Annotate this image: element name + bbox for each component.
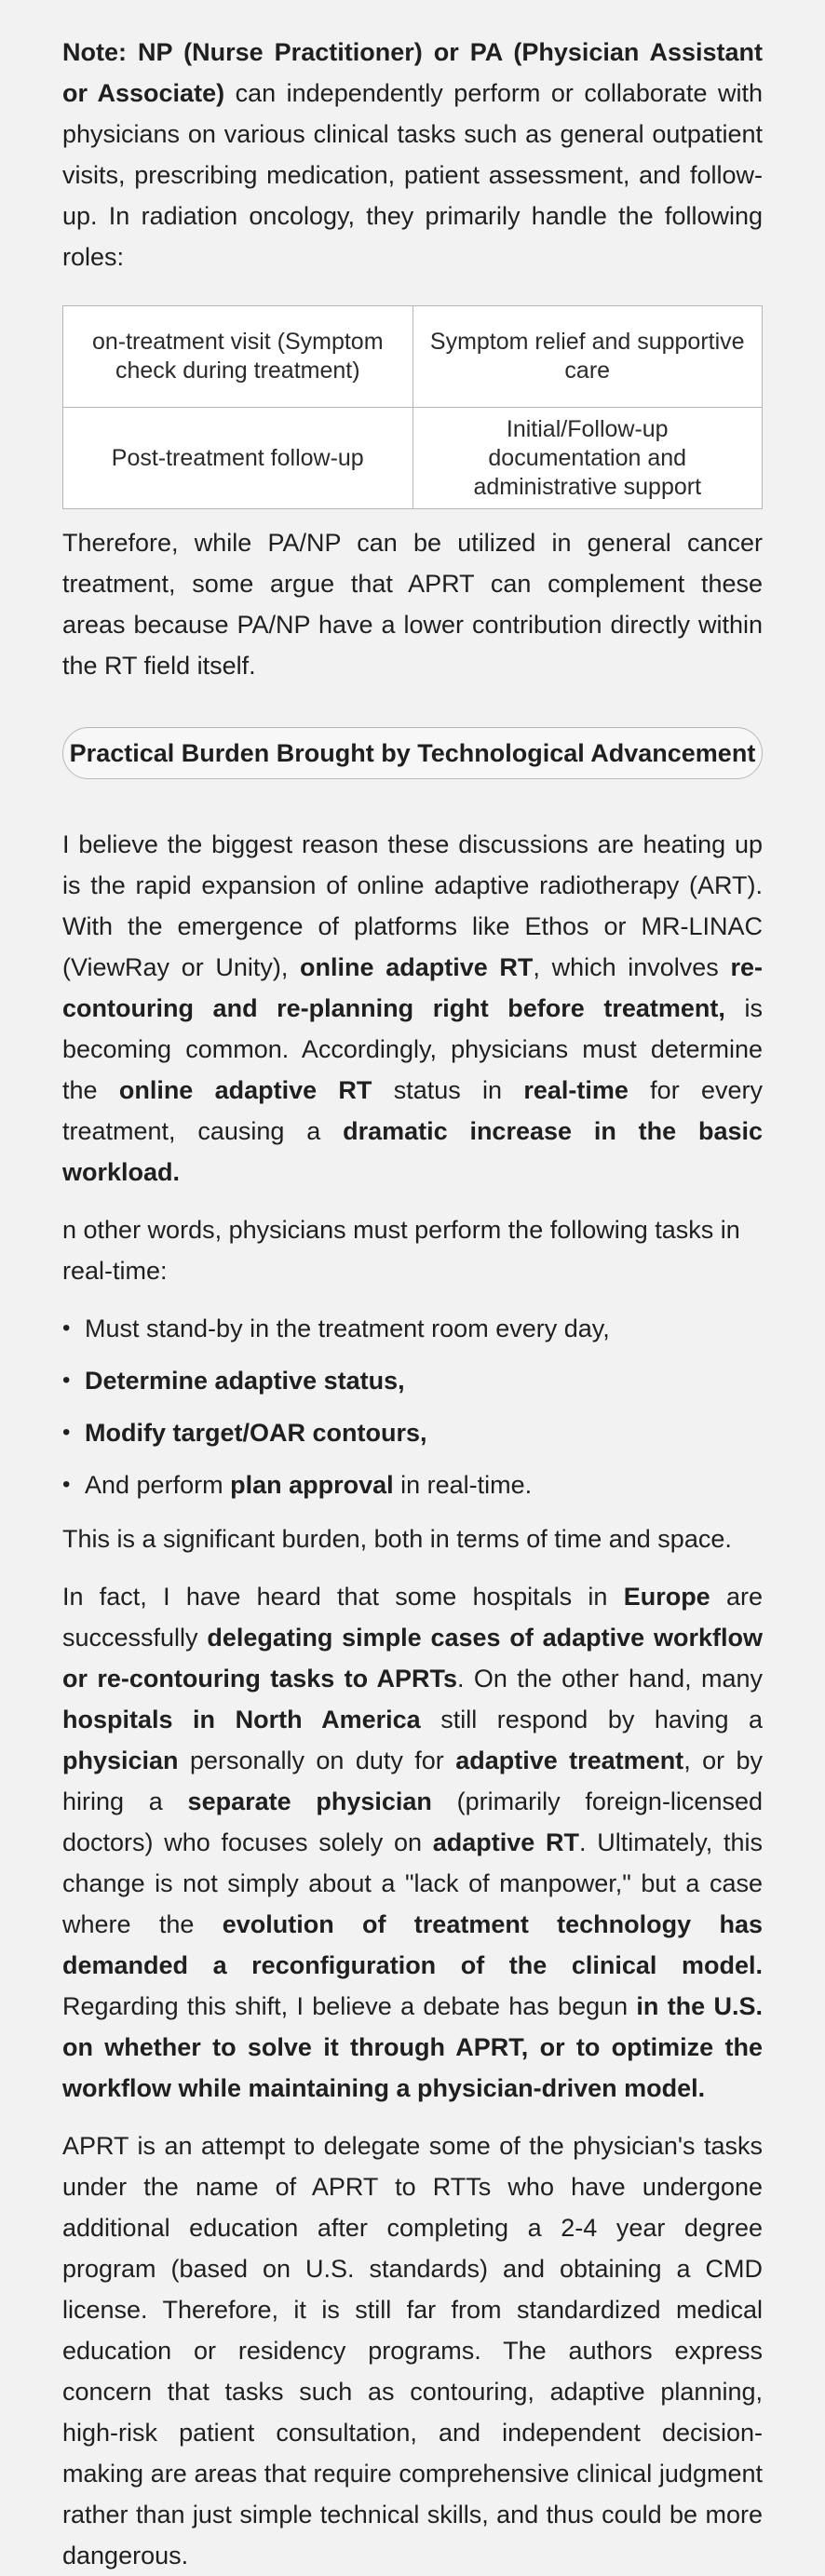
text-span: , or by hiring a <box>62 1747 764 1815</box>
bold-span: hospitals in North America <box>62 1706 421 1733</box>
table-cell: Initial/Follow-up documentation and administrative support <box>412 408 763 509</box>
bold-span: online adaptive RT <box>300 953 534 981</box>
bold-span: separate physician <box>187 1787 432 1815</box>
table-cell: on-treatment visit (Symptom check during treatment) <box>63 306 413 408</box>
bold-span: physician <box>62 1747 179 1774</box>
tasks-list <box>62 1308 763 1505</box>
text-span: . Ultimately, this change is not simply about a "lack of manpower," but a case where the <box>62 1828 763 1938</box>
bold-span: adaptive treatment <box>455 1747 684 1774</box>
roles-table <box>62 305 763 509</box>
tasks-intro-paragraph: n other words, physicians must perform the following tasks in real-time: <box>62 1216 740 1285</box>
text-span: personally on duty for <box>178 1747 456 1774</box>
text-span: are successfully <box>62 1583 763 1652</box>
europe-paragraph <box>62 1576 763 2109</box>
text-span: status in <box>372 1076 524 1104</box>
bold-span: re-contouring and re-planning right before treatment, <box>62 953 763 1022</box>
bold-span: online adaptive RT <box>118 1076 372 1104</box>
text-span: In fact, I have heard that some hospitals in <box>62 1583 624 1611</box>
bold-span: in the U.S. on whether to solve it through APRT, or to optimize the workflow while maintaining a physician-driven model. <box>62 1992 763 2102</box>
intro-lead: Note: NP (Nurse Practitioner) or PA (Physician Assistant or Associate) <box>62 38 763 107</box>
bold-span: real-time <box>523 1076 629 1104</box>
text-span: I believe the biggest reason these discussions are heating up is the rapid expansion of online adaptive radiotherapy (ART). With the emergence of platforms like Ethos or MR-LINAC (ViewRay or Unity), <box>62 830 763 981</box>
bold-span: adaptive RT <box>432 1828 580 1856</box>
intro-paragraph <box>62 32 763 277</box>
aprt-paragraph: APRT is an attempt to delegate some of the physician's tasks under the name of APRT to RTTs who have undergone additional education after completing a 2-4 year degree program (based on U.S. standards) and obtaining a CMD license. Therefore, it is still far from standardized medical education or residency programs. The authors express concern that tasks such as contouring, adaptive planning, high-risk patient consultation, and independent decision-making are areas that require comprehensive clinical judgment rather than just simple technical skills, and thus could be more dangerous. <box>62 2132 763 2569</box>
text-span: for every treatment, causing a <box>62 1076 763 1145</box>
bold-span: Europe <box>623 1583 710 1611</box>
article-body <box>62 0 763 2576</box>
list-item: • Must stand-by in the treatment room every day, <box>62 1308 763 1349</box>
after-table-paragraph: Therefore, while PA/NP can be utilized in general cancer treatment, some argue that APRT can complement these areas because PA/NP have a lower contribution directly within the RT field itself. <box>62 529 763 680</box>
bold-span: plan approval <box>230 1471 394 1499</box>
list-item <box>62 1464 763 1505</box>
text-span: . On the other hand, many <box>457 1665 763 1693</box>
text-span: Regarding this shift, I believe a debate has begun <box>62 1992 637 2020</box>
table-cell: Symptom relief and supportive care <box>412 306 763 408</box>
bold-span: Determine adaptive status, <box>85 1367 405 1395</box>
list-item <box>62 1412 763 1453</box>
text-span: in real-time. <box>393 1471 533 1499</box>
adaptive-rt-paragraph <box>62 824 763 1193</box>
text-span: And perform <box>85 1471 231 1499</box>
section-heading: Practical Burden Brought by Technological Advancement <box>62 727 763 779</box>
burden-paragraph: This is a significant burden, both in terms of time and space. <box>62 1525 732 1553</box>
bold-span: Modify target/OAR contours, <box>85 1419 427 1447</box>
bold-span: delegating simple cases of adaptive workflow or re-contouring tasks to APRTs <box>62 1624 763 1693</box>
text-span: still respond by having a <box>420 1706 764 1733</box>
table-row <box>63 306 763 408</box>
list-item <box>62 1360 763 1401</box>
intro-text: can independently perform or collaborate with physicians on various clinical tasks such as general outpatient visits, prescribing medication, patient assessment, and follow-up. In radiation oncology, they primarily handle the following roles: <box>62 79 763 271</box>
bold-span: evolution of treatment technology has demanded a reconfiguration of the clinical model. <box>62 1910 763 1979</box>
text-span: is becoming common. Accordingly, physicians must determine the <box>62 994 764 1104</box>
table-cell: Post-treatment follow-up <box>63 408 413 509</box>
table-row <box>63 408 763 509</box>
text-span: , which involves <box>533 953 731 981</box>
bold-span: dramatic increase in the basic workload. <box>62 1117 763 1186</box>
text-span: (primarily foreign-licensed doctors) who focuses solely on <box>62 1787 763 1856</box>
